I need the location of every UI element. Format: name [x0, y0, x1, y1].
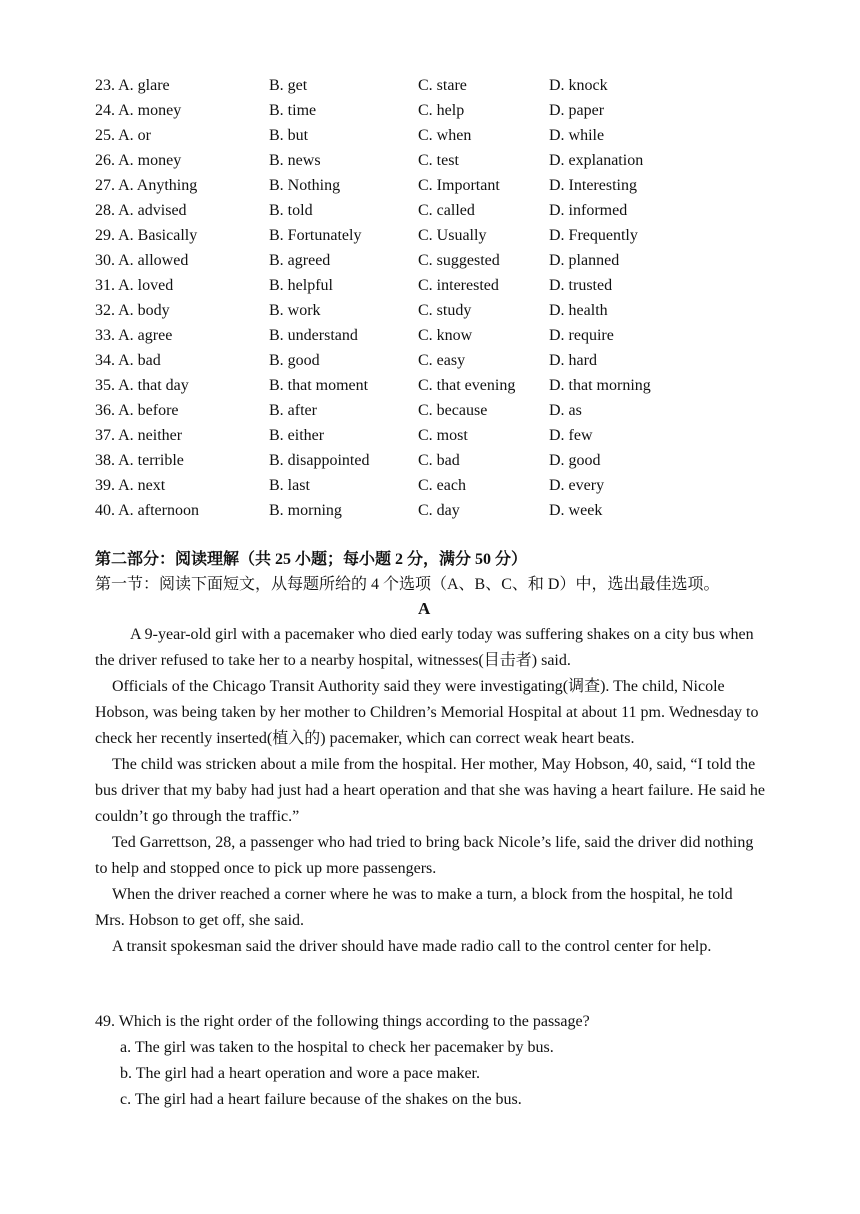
option-c: C. called: [418, 202, 475, 219]
option-row: [95, 473, 775, 498]
option-c: C. because: [418, 402, 488, 419]
passage-label: A: [418, 599, 431, 618]
option-b: B. work: [269, 302, 321, 319]
option-b: B. get: [269, 77, 308, 94]
option-b: B. that moment: [269, 377, 369, 394]
option-c: C. bad: [418, 452, 460, 469]
option-b: B. Fortunately: [269, 227, 362, 244]
option-a: 38. A. terrible: [95, 452, 184, 469]
option-d: D. explanation: [549, 152, 644, 169]
option-row: [95, 373, 775, 398]
option-d: D. good: [549, 452, 601, 469]
option-b: B. understand: [269, 327, 358, 344]
paragraph: A transit spokesman said the driver should have made radio call to the control center for help.: [112, 938, 712, 955]
option-c: C. interested: [418, 277, 499, 294]
option-d: D. paper: [549, 102, 605, 119]
option-d: D. hard: [549, 352, 597, 369]
option-d: D. that morning: [549, 377, 651, 394]
option-a: 33. A. agree: [95, 327, 173, 344]
option-c: C. each: [418, 477, 466, 494]
paragraph: A 9-year-old girl with a pacemaker who died early today was suffering shakes on a city bus when the driver refused to take her to a nearby hospital, witnesses(目击者) said.: [95, 626, 754, 669]
question-49: [95, 1009, 765, 1113]
option-c: C. help: [418, 102, 465, 119]
option-c: C. that evening: [418, 377, 516, 394]
option-d: D. informed: [549, 202, 628, 219]
option-b: B. disappointed: [269, 452, 370, 469]
section-instruction: 第一节：阅读下面短文，从每题所给的 4 个选项（A、B、C、和 D）中，选出最佳选项。: [95, 576, 720, 593]
option-row: [95, 173, 775, 198]
option-row: [95, 223, 775, 248]
option-b: B. after: [269, 402, 317, 419]
option-a: 26. A. money: [95, 152, 182, 169]
option-a: 31. A. loved: [95, 277, 174, 294]
option-a: 23. A. glare: [95, 77, 170, 94]
option-b: B. last: [269, 477, 310, 494]
question-item: b. The girl had a heart operation and wore a pace maker.: [120, 1065, 480, 1082]
option-d: D. trusted: [549, 277, 613, 294]
option-b: B. Nothing: [269, 177, 341, 194]
option-a: 32. A. body: [95, 302, 170, 319]
reading-passage: [95, 622, 765, 960]
option-b: B. good: [269, 352, 320, 369]
option-a: 29. A. Basically: [95, 227, 198, 244]
paragraph: When the driver reached a corner where he was to make a turn, a block from the hospital, he told Mrs. Hobson to get off, she said.: [95, 886, 733, 929]
option-b: B. news: [269, 152, 321, 169]
question-item: c. The girl had a heart failure because of the shakes on the bus.: [120, 1091, 522, 1108]
option-d: D. planned: [549, 252, 620, 269]
option-c: C. most: [418, 427, 468, 444]
cloze-options: [95, 73, 775, 523]
option-d: D. Interesting: [549, 177, 637, 194]
option-a: 28. A. advised: [95, 202, 187, 219]
option-d: D. health: [549, 302, 608, 319]
option-row: [95, 198, 775, 223]
option-d: D. every: [549, 477, 605, 494]
option-d: D. week: [549, 502, 603, 519]
option-c: C. easy: [418, 352, 466, 369]
option-b: B. either: [269, 427, 325, 444]
option-row: [95, 248, 775, 273]
option-row: [95, 398, 775, 423]
option-a: 37. A. neither: [95, 427, 183, 444]
option-d: D. Frequently: [549, 227, 638, 244]
option-b: B. time: [269, 102, 317, 119]
option-c: C. when: [418, 127, 472, 144]
option-d: D. as: [549, 402, 582, 419]
paragraph: Officials of the Chicago Transit Authority said they were investigating(调查). The child, Nicole Hobson, was being taken by her mother to Children’s Memorial Hospital at about 11 pm. Wednesday to check her recently inserted(植入的) pacemaker, which can correct weak heart beats.: [95, 678, 759, 747]
option-d: D. while: [549, 127, 605, 144]
option-row: [95, 448, 775, 473]
option-c: C. Usually: [418, 227, 487, 244]
option-row: [95, 348, 775, 373]
option-a: 39. A. next: [95, 477, 166, 494]
option-c: C. day: [418, 502, 460, 519]
section-title: 第二部分：阅读理解（共 25 小题；每小题 2 分，满分 50 分）: [95, 551, 528, 568]
option-c: C. suggested: [418, 252, 500, 269]
option-row: [95, 123, 775, 148]
option-a: 24. A. money: [95, 102, 182, 119]
option-b: B. told: [269, 202, 313, 219]
option-row: [95, 498, 775, 523]
option-b: B. helpful: [269, 277, 333, 294]
option-a: 30. A. allowed: [95, 252, 189, 269]
option-d: D. require: [549, 327, 614, 344]
question-item: a. The girl was taken to the hospital to check her pacemaker by bus.: [120, 1039, 554, 1056]
option-c: C. test: [418, 152, 459, 169]
option-c: C. know: [418, 327, 473, 344]
option-a: 27. A. Anything: [95, 177, 198, 194]
option-row: [95, 148, 775, 173]
option-row: [95, 73, 775, 98]
option-a: 34. A. bad: [95, 352, 161, 369]
option-c: C. stare: [418, 77, 467, 94]
option-row: [95, 298, 775, 323]
option-row: [95, 423, 775, 448]
paragraph: The child was stricken about a mile from the hospital. Her mother, May Hobson, 40, said, “I told the bus driver that my baby had just had a heart operation and that she was having a heart failure. He said he couldn’t go through the traffic.”: [95, 756, 765, 825]
option-b: B. agreed: [269, 252, 331, 269]
option-b: B. morning: [269, 502, 342, 519]
paragraph: Ted Garrettson, 28, a passenger who had tried to bring back Nicole’s life, said the driver did nothing to help and stopped once to pick up more passengers.: [95, 834, 754, 877]
question-stem: 49. Which is the right order of the following things according to the passage?: [95, 1013, 590, 1030]
option-row: [95, 323, 775, 348]
option-c: C. Important: [418, 177, 500, 194]
option-c: C. study: [418, 302, 472, 319]
option-a: 35. A. that day: [95, 377, 189, 394]
option-a: 40. A. afternoon: [95, 502, 199, 519]
option-b: B. but: [269, 127, 309, 144]
option-a: 36. A. before: [95, 402, 179, 419]
option-d: D. knock: [549, 77, 608, 94]
option-a: 25. A. or: [95, 127, 151, 144]
option-row: [95, 273, 775, 298]
option-d: D. few: [549, 427, 593, 444]
option-row: [95, 98, 775, 123]
